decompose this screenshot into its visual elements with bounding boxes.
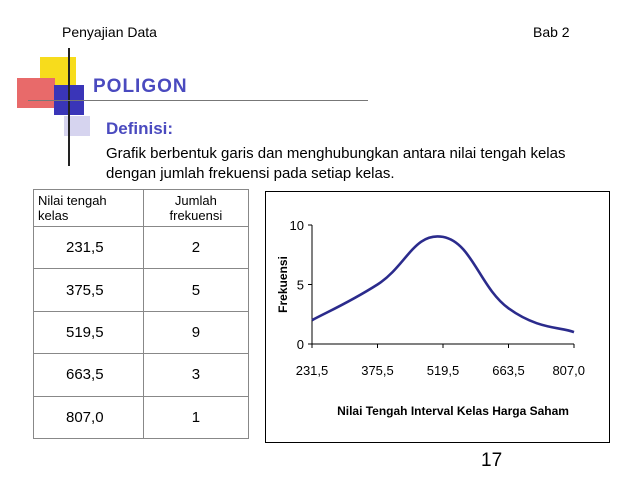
table-row — [34, 269, 249, 311]
definition-text: Grafik berbentuk garis dan menghubungkan antara nilai tengah kelas dengan jumlah frekuensi pada setiap kelas. — [106, 145, 566, 182]
definition-heading: Definisi: — [106, 119, 174, 138]
table-cell-nilai: 375,5 — [34, 269, 144, 311]
x-ticks — [296, 344, 585, 378]
frequency-polygon-line — [312, 236, 574, 332]
header-left: Penyajian Data — [62, 24, 157, 40]
table-cell-nilai: 519,5 — [34, 311, 144, 353]
decor-red-square — [17, 78, 55, 108]
header-right: Bab 2 — [533, 24, 570, 40]
table-header-jumlah-frekuensi: Jumlah frekuensi — [143, 190, 248, 227]
table-cell-nilai: 807,0 — [34, 396, 144, 438]
x-tick-label: 231,5 — [295, 363, 329, 378]
table-row — [34, 354, 249, 396]
y-tick-label: 10 — [289, 218, 304, 233]
decor-horizontal-line — [28, 100, 368, 101]
x-axis-title: Nilai Tengah Interval Kelas Harga Saham — [337, 404, 569, 418]
table-cell-nilai: 231,5 — [34, 227, 144, 269]
decor-vertical-line — [68, 48, 70, 166]
polygon-chart — [265, 191, 610, 443]
table-header-row — [34, 190, 249, 227]
table-row — [34, 227, 249, 269]
y-axis-title: Frekuensi — [276, 256, 290, 313]
x-tick-label: 663,5 — [492, 363, 525, 378]
page-number: 17 — [481, 450, 503, 471]
table-cell-frekuensi: 2 — [143, 227, 248, 269]
frequency-table — [33, 189, 249, 439]
table-row — [34, 396, 249, 438]
table-row — [34, 311, 249, 353]
table-cell-frekuensi: 5 — [143, 269, 248, 311]
x-tick-label: 375,5 — [361, 363, 394, 378]
table-cell-nilai: 663,5 — [34, 354, 144, 396]
table-cell-frekuensi: 1 — [143, 396, 248, 438]
table-cell-frekuensi: 3 — [143, 354, 248, 396]
x-tick-label: 807,0 — [552, 363, 585, 378]
y-ticks — [290, 218, 312, 352]
slide-title: POLIGON — [93, 76, 188, 97]
y-tick-label: 5 — [296, 277, 304, 293]
y-tick-label: 0 — [296, 337, 304, 352]
x-tick-label: 519,5 — [426, 363, 460, 378]
table-cell-frekuensi: 9 — [143, 311, 248, 353]
table-header-nilai-tengah: Nilai tengah kelas — [34, 190, 144, 227]
